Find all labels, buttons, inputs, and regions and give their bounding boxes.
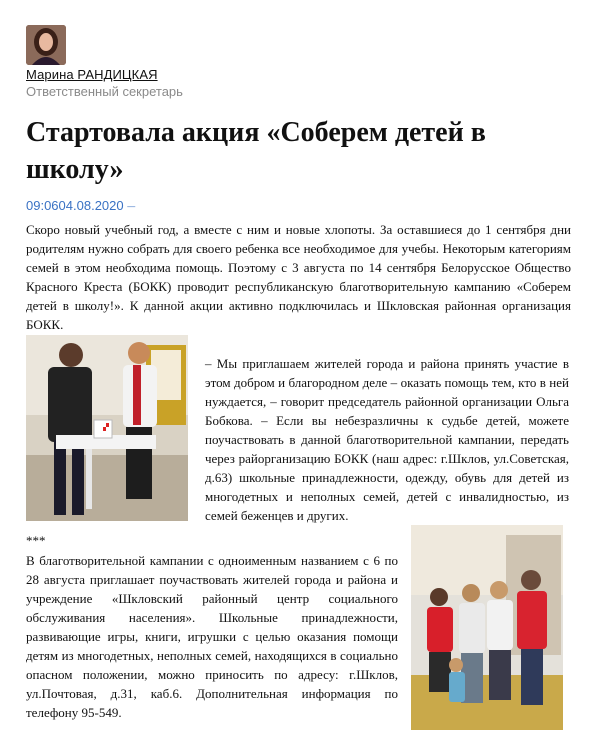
article-paragraph-1: Скоро новый учебный год, а вместе с ним и новые хлопоты. За оставшиеся до 1 сентября дни родителям нужно собрать для своего ребенка все необходимое для учебы. Некоторым категориям семей в этом необходима помощь. Поэтому с 3 августа по 14 сентября Белорусское Общество Красного Креста (БОКК) проводит республиканскую благотворительную кампанию «Соберем детей в школу!». К данной акции активно подключилась и Шкловская районная организация БОКК. bbox=[26, 222, 571, 332]
author-name-link[interactable]: Марина РАНДИЦКАЯ bbox=[26, 67, 158, 82]
author-avatar[interactable] bbox=[26, 25, 66, 65]
article-photo-donation-box bbox=[26, 335, 188, 521]
article-paragraph-2: – Мы приглашаем жителей города и района принять участие в этом добром и благородном деле – оказать помощь тем, кто в ней нуждается, – говорит председатель районной организации Ольга Бобкова. – Если вы небезразличны к судьбе детей, можете поучаствовать в данной благотворительной кампании, передать через райорганизацию БОКК (наш адрес: г.Шклов, ул.Советская, д.63) школьные принадлежности, одежду, обувь для детей из многодетных и неполных семей, детей с инвалидностью, из семей беженцев и других. bbox=[205, 356, 569, 523]
publish-date bbox=[26, 198, 135, 213]
article-paragraph-3: В благотворительной кампании с одноименным названием с 6 по 28 августа приглашает поучаствовать жителей города и района и учреждение «Шкловский районный центр социального обслуживания населения». Школьные принадлежности, развивающие игры, книги, игрушки с целью оказания помощи детям из многодетных, неполных семей, находящихся в социально опасном положении, можно приносить по адресу: г.Шклов, ул.Почтовая, д.31, каб.6. Дополнительная информация по телефону 95-549. bbox=[26, 553, 398, 720]
date-separator: — bbox=[127, 202, 136, 211]
publish-day: 04.08.2020 bbox=[58, 198, 124, 213]
section-separator: *** bbox=[26, 533, 46, 548]
article-photo-volunteers bbox=[411, 525, 563, 730]
article-title: Стартовала акция «Соберем детей в школу» bbox=[26, 117, 486, 185]
publish-time: 09:06 bbox=[26, 198, 59, 213]
author-role: Ответственный секретарь bbox=[26, 84, 183, 99]
